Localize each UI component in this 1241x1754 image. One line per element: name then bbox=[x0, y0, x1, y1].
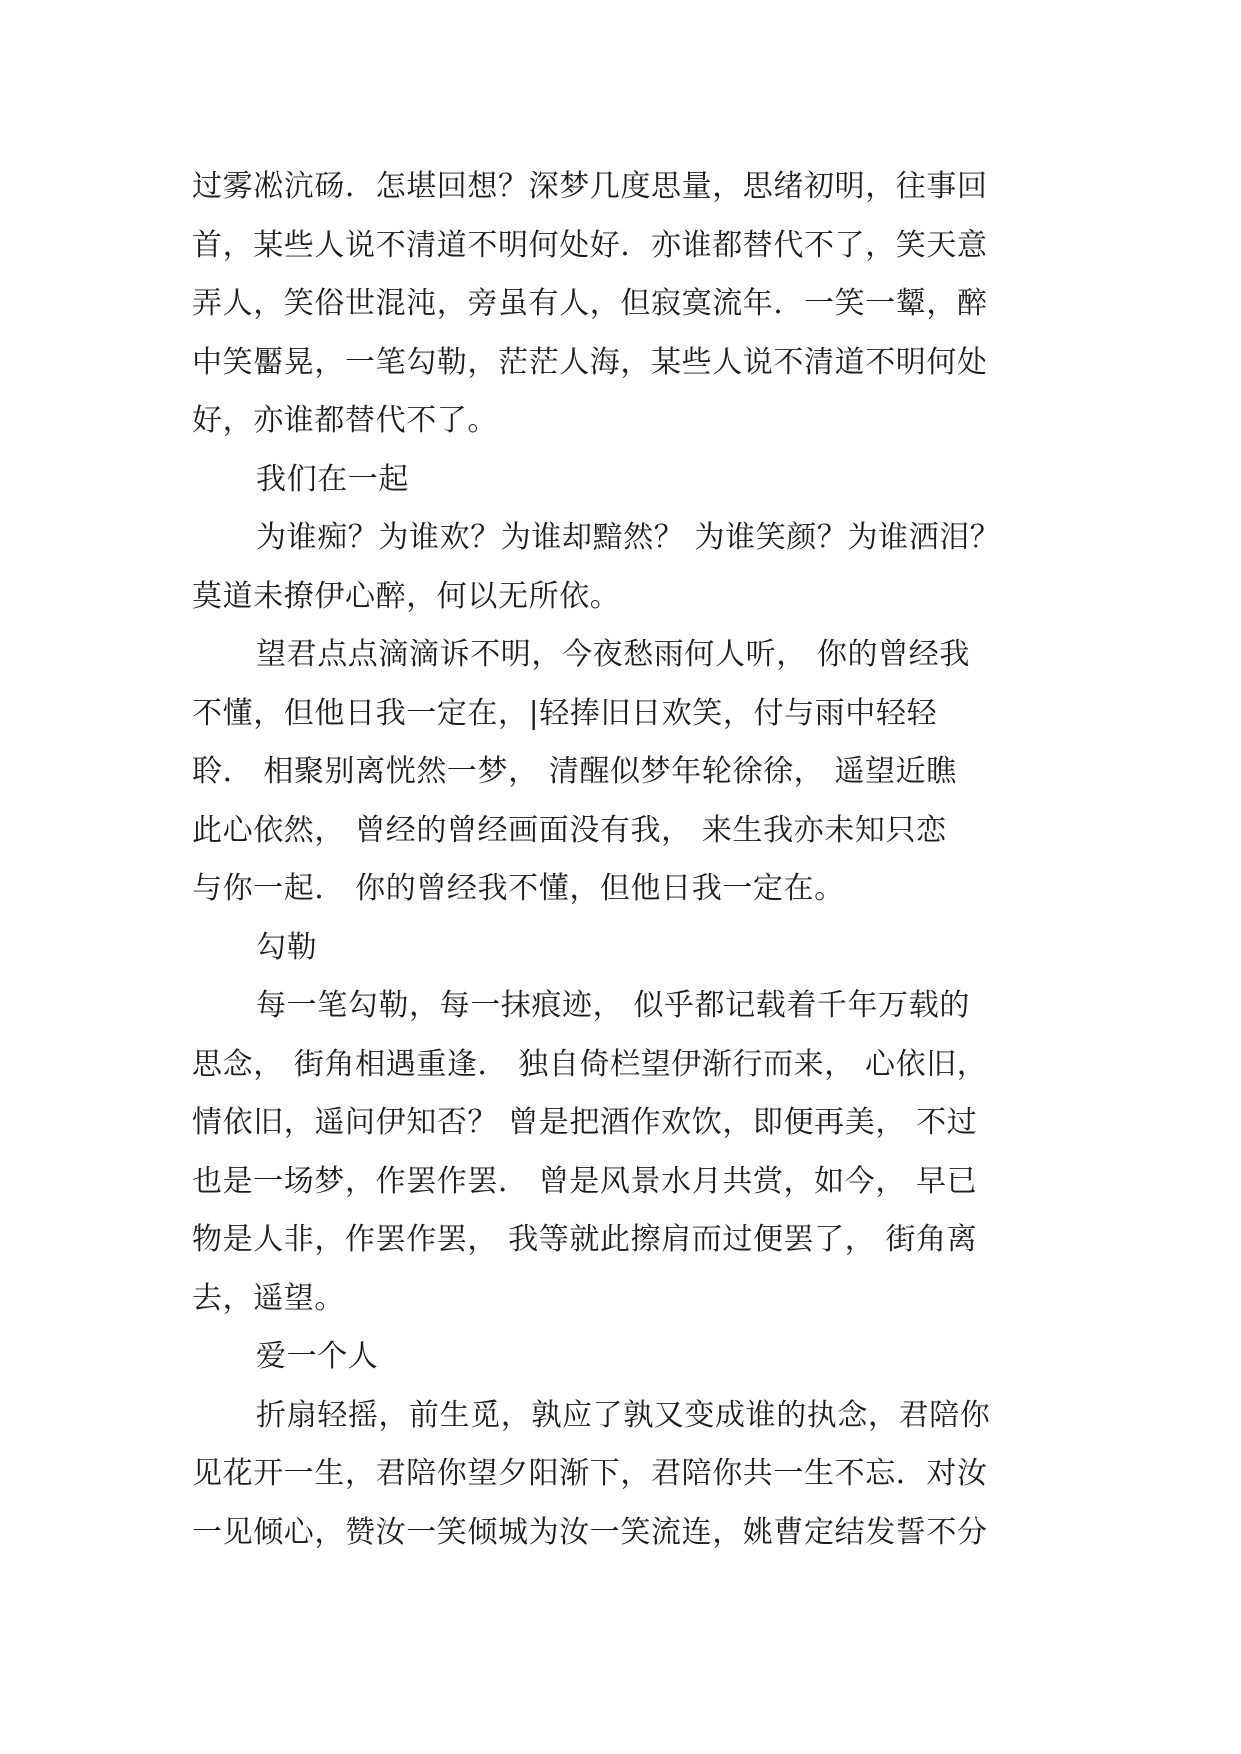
text-line: 好，亦谁都替代不了。 bbox=[192, 403, 498, 438]
text-line: 折扇轻摇，前生觅，孰应了孰又变成谁的执念，君陪你 bbox=[256, 1397, 991, 1433]
text-line: 每一笔勾勒，每一抹痕迹， 似乎都记载着千年万载的 bbox=[256, 988, 970, 1023]
section-heading bbox=[192, 919, 1062, 978]
text-line: 莫道未撩伊心醉，何以无所依。 bbox=[192, 578, 621, 614]
text-line: 不懂，但他日我一定在，|轻捧旧日欢笑，付与雨中轻轻 bbox=[192, 695, 938, 731]
body-paragraph bbox=[192, 509, 1062, 626]
text-line: 聆． 相聚别离恍然一梦， 清醒似梦年轮徐徐， 遥望近瞧 bbox=[192, 754, 957, 789]
text-line: 情依旧，遥问伊知否？ 曾是把酒作欢饮，即便再美， 不过 bbox=[192, 1105, 978, 1140]
text-line: 一见倾心，赞汝一笑倾城为汝一笑流连，姚曹定结发誓不分 bbox=[192, 1514, 988, 1550]
text-line: 也是一场梦，作罢作罢． 曾是风景水月共赏，如今， 早已 bbox=[192, 1163, 978, 1199]
text-line: 弄人，笑俗世混沌，旁虽有人，但寂寞流年．一笑一颦，醉 bbox=[192, 286, 988, 321]
text-line: 物是人非，作罢作罢， 我等就此擦肩而过便罢了， 街角离 bbox=[192, 1222, 978, 1257]
section-heading bbox=[192, 451, 1062, 510]
body-paragraph bbox=[192, 1387, 1062, 1563]
text-line: 思念， 街角相遇重逢． 独自倚栏望伊渐行而来， 心依旧， bbox=[192, 1046, 988, 1082]
document-body bbox=[192, 158, 1062, 1562]
text-line: 为谁痴？为谁欢？为谁却黯然？ 为谁笑颜？为谁洒泪？ bbox=[256, 520, 1001, 555]
text-line: 爱一个人 bbox=[256, 1339, 379, 1374]
body-paragraph bbox=[192, 626, 1062, 919]
text-line: 过雾凇沆砀．怎堪回想？深梦几度思量，思绪初明，往事回 bbox=[192, 169, 988, 204]
text-line: 见花开一生，君陪你望夕阳渐下，君陪你共一生不忘．对汝 bbox=[192, 1456, 988, 1491]
body-paragraph bbox=[192, 158, 1062, 451]
text-line: 中笑靨晃，一笔勾勒，茫茫人海，某些人说不清道不明何处 bbox=[192, 344, 988, 380]
body-paragraph bbox=[192, 977, 1062, 1328]
text-line: 首，某些人说不清道不明何处好．亦谁都替代不了，笑天意 bbox=[192, 227, 988, 263]
text-line: 我们在一起 bbox=[256, 461, 409, 497]
section-heading bbox=[192, 1328, 1062, 1387]
text-line: 与你一起． 你的曾经我不懂，但他日我一定在。 bbox=[192, 871, 845, 906]
text-line: 望君点点滴滴诉不明，今夜愁雨何人听， 你的曾经我 bbox=[256, 637, 970, 672]
text-line: 去，遥望。 bbox=[192, 1280, 345, 1316]
text-line: 勾勒 bbox=[256, 929, 318, 965]
text-line: 此心依然， 曾经的曾经画面没有我， 来生我亦未知只恋 bbox=[192, 812, 947, 848]
